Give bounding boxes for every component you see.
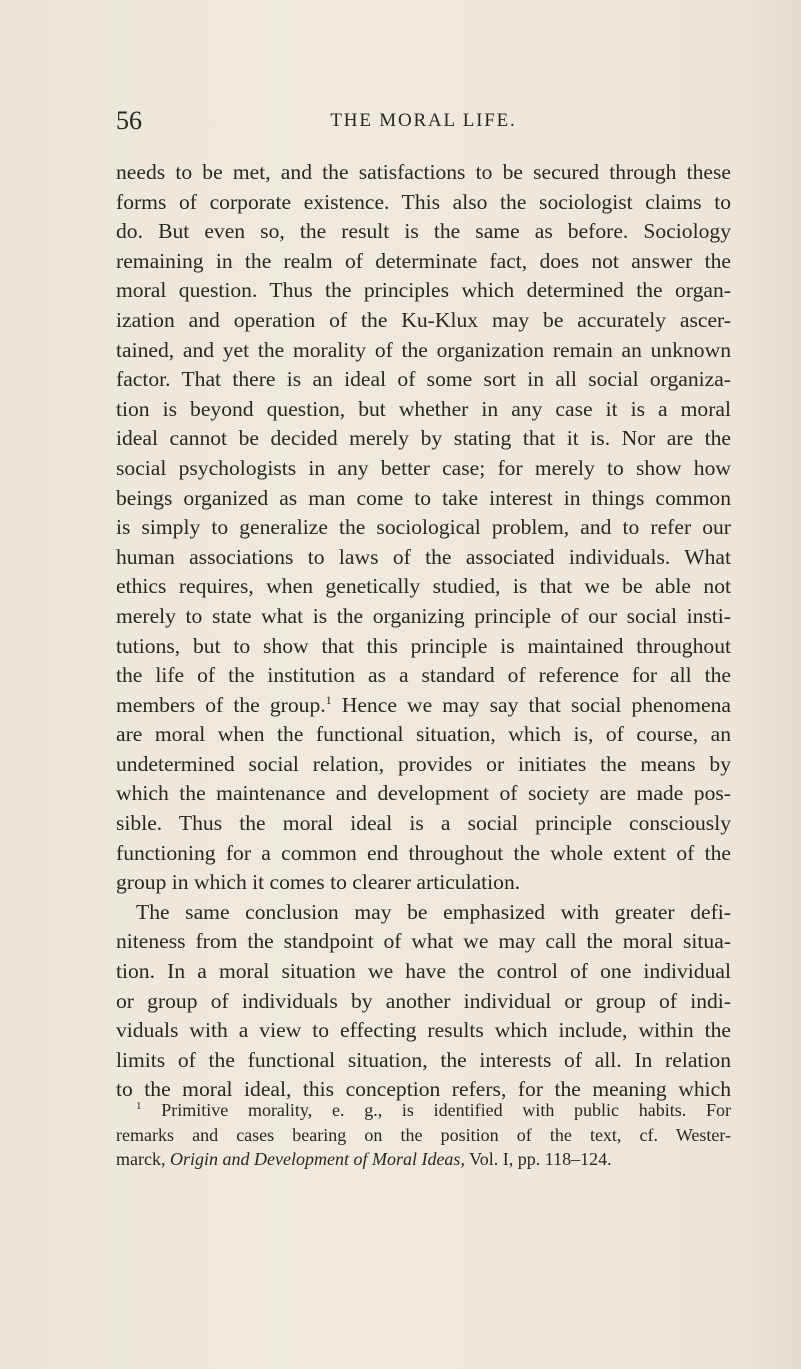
page-number: 56 xyxy=(116,106,142,135)
text-line-with-footnote xyxy=(116,691,731,721)
text-line: beings organized as man come to take interest in things common xyxy=(116,485,731,510)
text-line: limits of the functional situation, the interests of all. In relation xyxy=(116,1047,731,1072)
text-line: tion is beyond question, but whether in any case it is a moral xyxy=(116,396,731,421)
text-line: which the maintenance and development of society are made pos- xyxy=(116,781,731,806)
text-line: do. But even so, the result is the same as before. Sociology xyxy=(116,219,731,244)
text-line: ization and operation of the Ku-Klux may be accurately ascer- xyxy=(116,307,731,332)
text-segment: Hence we may say that social phenomena xyxy=(331,692,731,717)
footnote-text: Primitive morality, e. g., is identified with public habits. For xyxy=(141,1100,731,1120)
text-line: are moral when the functional situation, which is, of course, an xyxy=(116,722,731,747)
text-line: factor. That there is an ideal of some sort in all social organiza- xyxy=(116,367,731,392)
footnote-block xyxy=(116,1098,731,1172)
footnote-reference: 1 xyxy=(325,692,332,707)
text-line: human associations to laws of the associated individuals. What xyxy=(116,544,731,569)
text-line: undetermined social relation, provides or initiates the means by xyxy=(116,751,731,776)
text-line: is simply to generalize the sociological problem, and to refer our xyxy=(116,515,731,540)
text-line: merely to state what is the organizing principle of our social insti- xyxy=(116,603,731,628)
text-line: tutions, but to show that this principle is maintained throughout xyxy=(116,633,731,658)
text-line: the life of the institution as a standard of reference for all the xyxy=(116,663,731,688)
page-header xyxy=(116,101,731,141)
text-line: tion. In a moral situation we have the control of one individual xyxy=(116,959,731,984)
text-line: to the moral ideal, this conception refers, for the meaning which xyxy=(116,1077,731,1102)
footnote-marker: 1 xyxy=(136,1100,142,1112)
text-line: moral question. Thus the principles which determined the organ- xyxy=(116,278,731,303)
text-line: remaining in the realm of determinate fact, does not answer the xyxy=(116,248,731,273)
text-line: needs to be met, and the satisfactions to be secured through these xyxy=(116,160,731,184)
text-line: group in which it comes to clearer articulation. xyxy=(116,870,521,895)
text-segment: members of the group. xyxy=(116,692,326,717)
text-line: viduals with a view to effecting results which include, within the xyxy=(116,1018,731,1043)
text-line: ethics requires, when genetically studied, is that we be able not xyxy=(116,574,731,599)
text-line: tained, and yet the morality of the organization remain an unknown xyxy=(116,337,731,362)
text-line-paragraph-start: The same conclusion may be emphasized with greater defi- xyxy=(136,899,731,924)
body-text xyxy=(116,158,731,1105)
footnote-text: marck, xyxy=(116,1149,170,1169)
footnote-text: , Vol. I, pp. 118–124. xyxy=(460,1149,612,1169)
footnote-line: remarks and cases bearing on the position of the text, cf. Wester- xyxy=(116,1124,731,1145)
cited-work-title: Origin and Development of Moral Ideas xyxy=(169,1149,461,1169)
running-head: THE MORAL LIFE. xyxy=(330,110,517,131)
footnote-line xyxy=(116,1147,731,1172)
text-line: ideal cannot be decided merely by stating that it is. Nor are the xyxy=(116,426,731,451)
footnote-line xyxy=(116,1098,731,1123)
text-line: or group of individuals by another individual or group of indi- xyxy=(116,988,731,1013)
text-line: forms of corporate existence. This also the sociologist claims to xyxy=(116,189,731,214)
text-line: sible. Thus the moral ideal is a social principle consciously xyxy=(116,811,731,836)
text-line: niteness from the standpoint of what we may call the moral situa- xyxy=(116,929,731,954)
text-line: social psychologists in any better case; for merely to show how xyxy=(116,455,731,480)
text-line: functioning for a common end throughout the whole extent of the xyxy=(116,840,731,865)
